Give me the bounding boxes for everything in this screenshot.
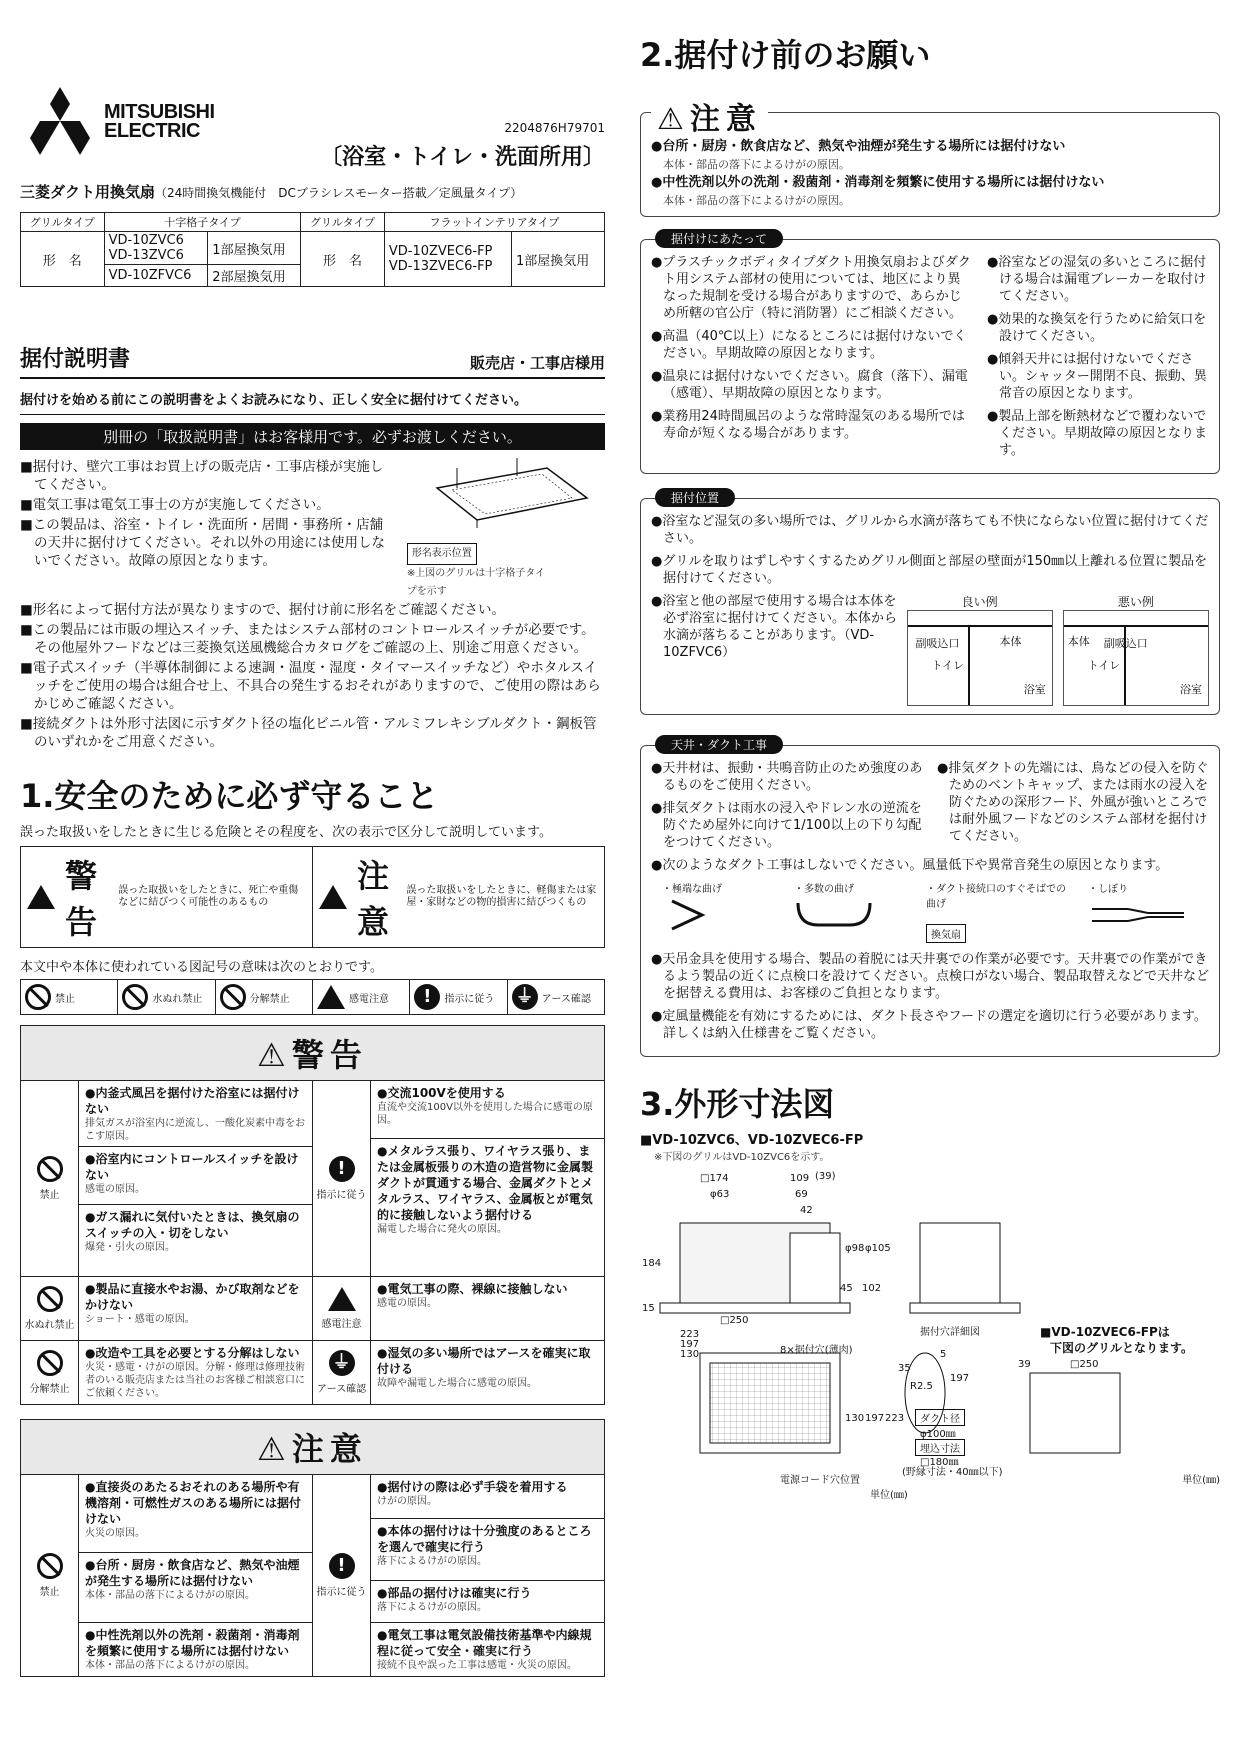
- manual-intro: 据付けを始める前にこの説明書をよくお読みになり、正しく安全に据付けてください。: [20, 389, 605, 415]
- note-item: ■接続ダクトは外形寸法図に示すダクト径の塩化ビニル管・アルミフレキシブルダクト・鋼板管のいずれかをご用意ください。: [20, 716, 597, 750]
- caution-item: [79, 1623, 312, 1676]
- caution-item: [79, 1553, 312, 1623]
- warning-label: 警告: [65, 857, 104, 941]
- model-vd13zvec-fp: VD-13ZVEC6-FP: [388, 259, 493, 274]
- install-item: ●効果的な換気を行うために給気口を設けてください。: [986, 312, 1207, 344]
- section2-caution-head: ⚠注意: [651, 94, 768, 138]
- caution-label: 注意: [357, 857, 396, 941]
- duct-box: [640, 738, 1220, 1057]
- position-box: [640, 491, 1220, 715]
- item-sub: 火災の原因。: [85, 1528, 145, 1539]
- position-item: ●浴室など湿気の多い場所では、グリルから水滴が落ちても不快にならない位置に据付けてください。: [651, 514, 1209, 546]
- dim-130v: 130: [845, 1413, 865, 1424]
- narrowing-icon: [1088, 895, 1188, 935]
- note-item: ■据付け、壁穴工事はお買上げの販売店・工事店様が実施してください。: [20, 459, 384, 493]
- install-item: ●温泉には据付けないでください。腐食（落下）、漏電（感電）、早期故障の原因となります。: [651, 369, 968, 401]
- symbol-label: アース確認: [541, 993, 591, 1005]
- fp-dim-250: □250: [1070, 1359, 1099, 1370]
- item-sub: 感電の原因。: [85, 1184, 145, 1195]
- hole-dim-35: 35: [898, 1363, 911, 1374]
- caution-item: [371, 1623, 604, 1676]
- dim-45: 45: [840, 1283, 853, 1294]
- caution-text: 誤った取扱いをしたときに、軽傷または家屋・家財などの物的損害に結びつくもの: [406, 885, 597, 908]
- icon-label: 感電注意: [321, 1319, 362, 1330]
- ground-icon: ⏚: [512, 984, 538, 1010]
- section2-caution-label: 注意: [689, 102, 762, 137]
- icon-label: アース確認: [316, 1384, 367, 1395]
- prohibit-icon: [25, 984, 51, 1010]
- flat-interior-header: フラットインテリアタイプ: [384, 213, 604, 232]
- item-text: ●ガス漏れに気付いたときは、換気扇のスイッチの入・切をしない: [85, 1210, 300, 1240]
- many-bends-icon: [794, 895, 874, 935]
- ground-icon: ⏚: [329, 1350, 355, 1376]
- fig-note: ※上図のグリルは十字格子タイプを示す: [406, 568, 545, 597]
- item-sub: 漏電した場合に発火の原因。: [377, 1224, 507, 1235]
- item-text: ●中性洗剤以外の洗剤・殺菌剤・消毒剤を頻繁に使用する場所には据付けない: [651, 175, 1105, 190]
- dimension-drawing: [640, 1163, 1220, 1478]
- dim-223: 223: [680, 1329, 700, 1340]
- position-tag: 据付位置: [655, 488, 735, 507]
- item-sub: 故障や漏電した場合に感電の原因。: [377, 1378, 537, 1389]
- duct-tag: 天井・ダクト工事: [655, 735, 783, 754]
- sharp-bend-icon: [662, 895, 722, 935]
- position-item: ●グリルを取りはずしやすくするためグリル側面と部屋の壁面が150㎜以上離れる位置に製品を据付けてください。: [651, 554, 1208, 586]
- caution-item: [371, 1475, 604, 1519]
- warning-text: 誤った取扱いをしたときに、死亡や重傷などに結びつく可能性のあるもの: [118, 885, 299, 908]
- signal-word-boxes: [20, 846, 605, 948]
- hole-dim-r: R2.5: [910, 1381, 933, 1392]
- item-sub: 本体・部品の落下によるけがの原因。: [663, 158, 850, 171]
- shock-cell: [313, 1277, 370, 1341]
- dim-102: 102: [862, 1283, 882, 1294]
- warning-item: [79, 1277, 312, 1341]
- warning-panel: [20, 1025, 605, 1405]
- note-item: ■形名によって据付方法が異なりますので、据付け前に形名をご確認ください。: [20, 602, 505, 618]
- instruction-cell: [313, 1475, 370, 1676]
- ground-cell: [313, 1341, 370, 1404]
- symbol-ground: [508, 980, 604, 1014]
- ceiling-grill-drawing: [397, 458, 597, 538]
- symbol-label: 禁止: [55, 993, 75, 1005]
- prohibit-icon: [37, 1156, 63, 1182]
- embed: □180㎜: [920, 1457, 959, 1468]
- product-title: [20, 181, 605, 202]
- warning-item: [371, 1277, 604, 1341]
- icon-label: 水ぬれ禁止: [24, 1320, 75, 1331]
- dim-184: 184: [642, 1258, 662, 1269]
- dim-42: 42: [800, 1205, 813, 1216]
- warning-item: [79, 1081, 312, 1147]
- dim-223v: 223: [885, 1413, 905, 1424]
- bad-duct-label: ・しぼり: [1088, 884, 1128, 895]
- symbol-desc: 本文中や本体に使われている図記号の意味は次のとおりです。: [20, 960, 383, 975]
- symbol-no-water: [118, 980, 215, 1014]
- duct-item: ●排気ダクトの先端には、鳥などの侵入を防ぐためのベントキャップ、または雨水の浸入を防ぐための深形フード、外風が強いところでは耐外風フードなどのシステム部材を据付けてください。: [937, 761, 1209, 844]
- duct-dia-label: ダクト径: [915, 1409, 965, 1426]
- bath-label: 浴室: [1180, 683, 1202, 696]
- bad-duct-examples: [651, 880, 1209, 943]
- dim-39: (39): [815, 1171, 836, 1182]
- note-item: ■この製品には市販の埋込スイッチ、またはシステム部材のコントロールスイッチが必要です。その他屋外フードなどは三菱換気送風機総合カタログをご確認の上、別途ご用意ください。: [20, 622, 595, 656]
- duct-item: ●排気ダクトは雨水の浸入やドレン水の逆流を防ぐため屋外に向けて1/100以上の下り勾配をつけてください。: [651, 801, 922, 850]
- item-sub: 火災・感電・けがの原因。分解・修理は修理技術者のいる販売店または当社のお客様ご相談窓口にご依頼ください。: [85, 1362, 305, 1399]
- install-item: ●業務用24時間風呂のような常時湿気のある場所では寿命が短くなる場合があります。: [651, 409, 965, 441]
- bath-label: 浴室: [1023, 683, 1046, 696]
- install-tag: 据付けにあたって: [655, 229, 783, 248]
- caution-item: [651, 138, 1209, 174]
- icon-label: 分解禁止: [29, 1384, 70, 1395]
- embed-note: (野縁寸法・40㎜以下): [902, 1467, 1003, 1478]
- warning-item: [371, 1139, 604, 1277]
- hole-label: 8×据付穴(薄肉): [780, 1345, 853, 1356]
- item-sub: 直流や交流100V以外を使用した場合に感電の原因。: [377, 1102, 593, 1126]
- grill-type-header-2: グリルタイプ: [301, 213, 385, 232]
- warning-item: [371, 1341, 604, 1404]
- warning-box: [21, 847, 313, 947]
- item-sub: 本体・部品の落下によるけがの原因。: [85, 1590, 255, 1601]
- model-vd10zfvc: VD-10ZFVC6: [104, 265, 208, 287]
- dim-63: φ63: [710, 1189, 730, 1200]
- item-text: ●改造や工具を必要とする分解はしない: [85, 1346, 300, 1360]
- symbol-label: 指示に従う: [444, 993, 495, 1005]
- instruction-cell: [313, 1081, 370, 1277]
- note-item: ■電気工事は電気工事士の方が実施してください。: [20, 497, 330, 513]
- install-item: ●傾斜天井には据付けないでください。シャッター開閉不良、振動、異常音の原因となります。: [986, 352, 1207, 401]
- icon-label: 禁止: [39, 1190, 60, 1201]
- model-table: [20, 212, 605, 287]
- brand-line2: ELECTRIC: [104, 120, 200, 142]
- two-room-label: 2部屋換気用: [208, 265, 301, 287]
- no-disassembly-cell: [21, 1341, 78, 1404]
- electric-shock-icon: [328, 1287, 356, 1311]
- manual-title: 据付説明書: [20, 347, 131, 372]
- instruction-icon: !: [414, 984, 440, 1010]
- product-detail: （24時間換気機能付 DCブラシレスモーター搭載／定風量タイプ）: [155, 186, 523, 200]
- item-sub: 接続不良や誤った工事は感電・火災の原因。: [377, 1660, 577, 1671]
- instruction-icon: !: [329, 1553, 355, 1579]
- bad-duct-many: [794, 880, 904, 943]
- dim-109: 109: [790, 1173, 810, 1184]
- doc-number: 2204876H79701: [504, 121, 605, 135]
- ceiling-figure: [397, 458, 605, 601]
- bad-duct-label: ・多数の曲げ: [794, 884, 854, 895]
- toilet-label: トイレ: [931, 659, 964, 672]
- caution-box: [313, 847, 604, 947]
- dim-174: □174: [700, 1173, 729, 1184]
- item-text: ●中性洗剤以外の洗剤・殺菌剤・消毒剤を頻繁に使用する場所には据付けない: [85, 1628, 300, 1658]
- item-text: ●湿気の多い場所ではアースを確実に取付ける: [377, 1346, 591, 1376]
- brand-line1: MITSUBISHI: [104, 101, 215, 123]
- cord-hole-label: 電源コード穴位置: [780, 1475, 860, 1486]
- dim-250: □250: [720, 1315, 749, 1326]
- product-name: 三菱ダクト用換気扇: [20, 183, 156, 201]
- item-text: ●電気工事の際、裸線に接触しない: [377, 1282, 568, 1296]
- item-text: ●部品の据付けは確実に行う: [377, 1586, 532, 1600]
- no-water-icon: [122, 984, 148, 1010]
- item-text: ●電気工事は電気設備技術基準や内線規程に従って安全・確実に行う: [377, 1628, 592, 1658]
- bad-example-figure: [1063, 610, 1209, 706]
- item-text: ●交流100Vを使用する: [377, 1086, 506, 1100]
- symbol-shock: [313, 980, 410, 1014]
- grill-type-header: グリルタイプ: [21, 213, 105, 232]
- item-text: ●台所・厨房・飲食店など、熱気や油煙が発生する場所には据付けない: [85, 1558, 300, 1588]
- body-label: 本体: [999, 635, 1022, 648]
- fig-label: 形名表示位置: [407, 543, 477, 565]
- caution-item: [371, 1519, 604, 1581]
- dim-197: 197: [680, 1339, 700, 1350]
- prohibit-cell: [21, 1081, 78, 1277]
- note-item: ■電子式スイッチ（半導体制御による速調・温度・湿度・タイマースイッチなど）やホタルスイッチをご使用の場合は組合せ上、不具合の発生するおそれがありますので、ご使用の際はあらかじめご確認ください。: [20, 660, 601, 712]
- brand-name: [104, 103, 215, 141]
- mitsubishi-logo-icon: [20, 85, 100, 157]
- item-sub: 落下によるけがの原因。: [377, 1556, 487, 1567]
- dim-197v: 197: [865, 1413, 885, 1424]
- bad-duct-sharp: [662, 880, 772, 943]
- item-text: ●内釜式風呂を据付けた浴室には据付けない: [85, 1086, 300, 1116]
- item-text: ●直接炎のあたるおそれのある場所や有機溶剤・可燃性ガスのある場所には据付けない: [85, 1480, 302, 1526]
- manual-audience: 販売店・工事店様用: [469, 354, 605, 372]
- no-water-icon: [37, 1286, 63, 1312]
- good-example-label: 良い例: [961, 595, 998, 609]
- good-example-figure: [907, 610, 1053, 706]
- item-text: ●本体の据付けは十分強度のあるところを選んで確実に行う: [377, 1524, 592, 1554]
- item-sub: ショート・感電の原因。: [85, 1314, 195, 1325]
- model-name-label-2: 形 名: [301, 232, 385, 287]
- dim-130: 130: [680, 1349, 700, 1360]
- electric-shock-icon: [317, 985, 345, 1009]
- caution-item: [79, 1475, 312, 1553]
- item-sub: 感電の原因。: [377, 1298, 437, 1309]
- item-sub: 本体・部品の落下によるけがの原因。: [85, 1660, 255, 1671]
- model-name-label: 形 名: [21, 232, 105, 287]
- dim-98: φ98: [845, 1243, 865, 1254]
- caution-item: [651, 174, 1209, 210]
- model-vd10zvec-fp: VD-10ZVEC6-FP: [388, 244, 493, 259]
- model-vd13zvc: VD-13ZVC6: [108, 248, 184, 263]
- install-item: ●浴室などの湿気の多いところに据付ける場合は漏電ブレーカーを取付けてください。: [986, 255, 1207, 304]
- prohibit-icon: [37, 1553, 63, 1579]
- section2-caution-box: [640, 102, 1220, 217]
- cross-grid-header: 十字格子タイプ: [104, 213, 301, 232]
- caution-panel: [20, 1419, 605, 1677]
- duct-item: ●定風量機能を有効にするためには、ダクト長さやフードの選定を適切に行う必要があります。詳しくは納入仕様書をご覧ください。: [651, 1009, 1207, 1041]
- vent-label: 換気扇: [926, 924, 966, 943]
- caution-item: [371, 1581, 604, 1623]
- intake-label: 副吸込口: [1103, 637, 1148, 650]
- install-item: ●プラスチックボディタイプダクト用換気扇およびダクト用システム部材の使用については、地区により異なった規制を受ける場合がありますので、あらかじめ所轄の官公庁（特に消防署）にご相談ください。: [651, 255, 971, 321]
- prohibit-cell: [21, 1475, 78, 1676]
- section1-title: 1.安全のために必ず守ること: [20, 777, 439, 815]
- bad-duct-narrow: [1088, 880, 1198, 943]
- section3-models: ■VD-10ZVC6、VD-10ZVEC6-FP: [640, 1133, 864, 1148]
- hole-fig-label: 据付穴詳細図: [920, 1327, 980, 1338]
- caution-panel-head: ⚠注意: [21, 1420, 604, 1475]
- left-column: [20, 85, 605, 1677]
- position-item: ●浴室と他の部屋で使用する場合は本体を必ず浴室に据付けてください。本体から水滴が落ちることがあります。（VD-10ZFVC6）: [651, 594, 898, 660]
- item-sub: 爆発・引火の原因。: [85, 1242, 175, 1253]
- one-room-label-2: 1部屋換気用: [512, 232, 605, 287]
- dim-69: 69: [795, 1189, 808, 1200]
- item-text: ●据付けの際は必ず手袋を着用する: [377, 1480, 568, 1494]
- warning-item: [79, 1341, 312, 1404]
- item-sub: 排気ガスが浴室内に逆流し、一酸化炭素中毒をおこす原因。: [85, 1118, 305, 1142]
- usage-label: 〔浴室・トイレ・洗面所用〕: [320, 145, 605, 170]
- section3-title: 3.外形寸法図: [640, 1085, 835, 1123]
- notes-list: [20, 458, 605, 751]
- duct-item: ●天井材は、振動・共鳴音防止のため強度のあるものをご使用ください。: [651, 761, 923, 793]
- toilet-label: トイレ: [1087, 659, 1121, 672]
- item-sub: 本体・部品の落下によるけがの原因。: [663, 194, 850, 207]
- symbol-prohibit: [21, 980, 118, 1014]
- fp-note-2: 下図のグリルとなります。: [1050, 1341, 1194, 1355]
- warning-panel-head: ⚠警告: [21, 1026, 604, 1081]
- one-room-label: 1部屋換気用: [208, 232, 301, 265]
- instruction-icon: !: [329, 1156, 355, 1182]
- bad-duct-label: ・極端な曲げ: [662, 884, 722, 895]
- body-label: 本体: [1067, 635, 1090, 648]
- install-box: [640, 232, 1220, 474]
- right-column: [640, 30, 1220, 1501]
- manual-notice-bar: 別冊の「取扱説明書」はお客様用です。必ずお渡しください。: [20, 423, 605, 450]
- warning-item: [79, 1205, 312, 1277]
- symbol-label: 分解禁止: [249, 993, 290, 1005]
- icon-label: 指示に従う: [316, 1190, 367, 1201]
- symbol-no-disassembly: [216, 980, 313, 1014]
- dim-105: φ105: [865, 1243, 891, 1254]
- item-text: ●台所・厨房・飲食店など、熱気や油煙が発生する場所には据付けない: [651, 139, 1066, 154]
- install-item: ●製品上部を断熱材などで覆わないでください。早期故障の原因となります。: [986, 409, 1207, 458]
- symbol-follow: [410, 980, 507, 1014]
- manual-title-row: [20, 342, 605, 379]
- duct-item: ●次のようなダクト工事はしないでください。風量低下や異常音発生の原因となります。: [651, 858, 1169, 873]
- item-text: ●メタルラス張り、ワイヤラス張り、または金属板張りの木造の造営物に金属製ダクトが貫通する場合、金属ダクトとメタルラス、ワイヤラス、金属板とが電気的に接触しないよう据付ける: [377, 1144, 594, 1222]
- duct-dia: φ100㎜: [920, 1429, 956, 1440]
- item-sub: けがの原因。: [377, 1496, 437, 1507]
- note-item: ■この製品は、浴室・トイレ・洗面所・居間・事務所・店舗の天井に据付けてください。それ以外の用途には使用しないでください。故障の原因となります。: [20, 517, 385, 569]
- symbol-label: 水ぬれ禁止: [152, 993, 203, 1005]
- unit-label-2: 単位(㎜): [1182, 1475, 1220, 1486]
- bad-duct-label: ・ダクト接続口のすぐそばでの曲げ: [926, 884, 1066, 910]
- bad-example-label: 悪い例: [1117, 595, 1154, 609]
- icon-label: 禁止: [39, 1587, 60, 1598]
- fp-dim-39: 39: [1018, 1359, 1031, 1370]
- no-disassembly-icon: [37, 1350, 63, 1376]
- warning-panel-title: 警告: [291, 1036, 368, 1074]
- warning-item: [79, 1147, 312, 1205]
- item-text: ●浴室内にコントロールスイッチを設けない: [85, 1152, 299, 1182]
- item-text: ●製品に直接水やお湯、かび取剤などをかけない: [85, 1282, 300, 1312]
- embed-label: 埋込寸法: [915, 1439, 965, 1456]
- hole-dim-5: 5: [940, 1349, 947, 1360]
- hole-dim-197: 197: [950, 1373, 970, 1384]
- warning-triangle-icon: [27, 885, 55, 909]
- section1-desc: 誤った取扱いをしたときに生じる危険とその程度を、次の表示で区分して説明しています。: [20, 825, 552, 840]
- model-vd10zvc: VD-10ZVC6: [108, 233, 184, 248]
- unit-label: 単位(㎜): [870, 1490, 908, 1501]
- no-water-cell: [21, 1277, 78, 1341]
- no-disassembly-icon: [220, 984, 246, 1010]
- intake-label: 副吸込口: [915, 637, 960, 650]
- symbol-label: 感電注意: [348, 993, 389, 1005]
- icon-label: 指示に従う: [316, 1587, 367, 1598]
- symbol-row: [20, 979, 605, 1015]
- warning-item: [371, 1081, 604, 1139]
- dim-15: 15: [642, 1303, 655, 1314]
- section3-note: ※下図のグリルはVD-10ZVC6を示す。: [654, 1152, 830, 1163]
- bad-duct-near: [926, 880, 1066, 943]
- caution-panel-title: 注意: [291, 1430, 368, 1468]
- caution-triangle-icon: [319, 885, 347, 909]
- section2-title: 2.据付け前のお願い: [640, 36, 931, 74]
- install-item: ●高温（40℃以上）になるところには据付けないでください。早期故障の原因となります。: [651, 329, 967, 361]
- fp-note-1: ■VD-10ZVEC6-FPは: [1040, 1325, 1170, 1339]
- item-sub: 落下によるけがの原因。: [377, 1602, 487, 1613]
- duct-item: ●天吊金具を使用する場合、製品の着脱には天井裏での作業が必要です。天井裏での作業ができるよう製品の近くに点検口を設けてください。点検口がない場合、製品取替えなどで天井などを据替える費用は、お客様のご負担となります。: [651, 952, 1210, 1001]
